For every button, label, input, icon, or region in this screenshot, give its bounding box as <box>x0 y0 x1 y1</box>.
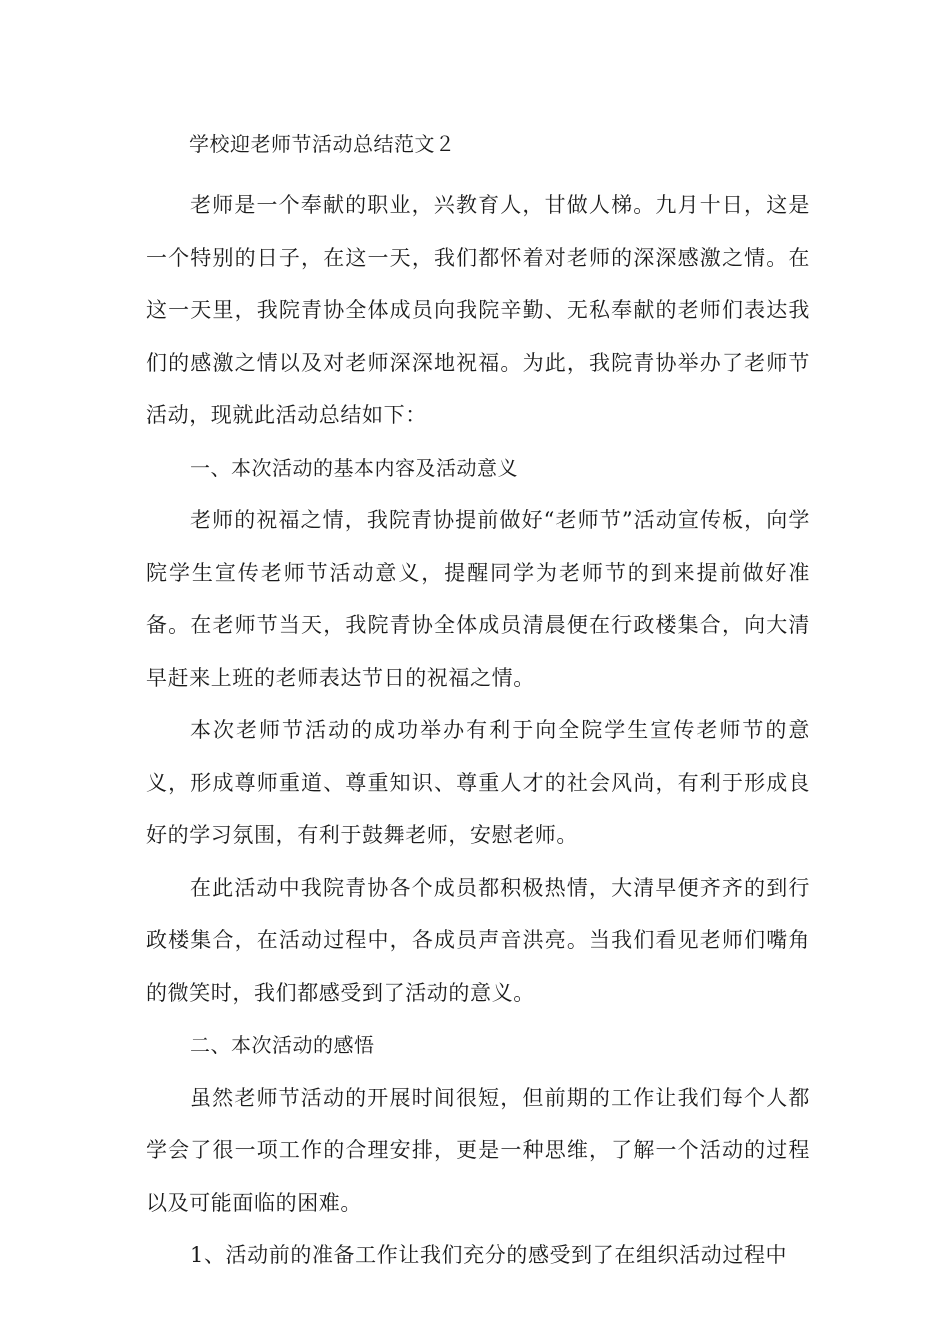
section-heading-1: 一、本次活动的基本内容及活动意义 <box>190 455 518 480</box>
intro-paragraph: 老师是一个奉献的职业，兴教育人，甘做人梯。九月十日，这是一个特别的日子，在这一天，我们都怀着对老师的深深感激之情。在这一天里，我院青协全体成员向我院辛勤、无私奉献的老师们表达我们的感激之情以及对老师深深地祝福。为此，我院青协举办了老师节活动，现就此活动总结如下： <box>146 193 810 427</box>
document-title: 学校迎老师节活动总结范文２ <box>189 132 456 156</box>
paragraph-participation: 在此活动中我院青协各个成员都积极热情，大清早便齐齐的到行政楼集合，在活动过程中，各成员声音洪亮。当我们看见老师们嘴角的微笑时，我们都感受到了活动的意义。 <box>146 875 810 1005</box>
section-heading-2: 二、本次活动的感悟 <box>190 1033 375 1057</box>
paragraph-reflection: 虽然老师节活动的开展时间很短，但前期的工作让我们每个人都学会了很一项工作的合理安排，更是一种思维，了解一个活动的过程以及可能面临的困难。 <box>146 1085 810 1215</box>
paragraph-preparation: 老师的祝福之情，我院青协提前做好“老师节”活动宣传板，向学院学生宣传老师节活动意义，提醒同学为老师节的到来提前做好准备。在老师节当天，我院青协全体成员清晨便在行政楼集合，向大清早赶来上班的老师表达节日的祝福之情。 <box>146 508 810 690</box>
paragraph-significance: 本次老师节活动的成功举办有利于向全院学生宣传老师节的意义，形成尊师重道、尊重知识、尊重人才的社会风尚，有利于形成良好的学习氛围，有利于鼓舞老师，安慰老师。 <box>146 718 810 847</box>
document-body <box>146 131 810 1282</box>
paragraph-point-1: 1、活动前的准备工作让我们充分的感受到了在组织活动过程中 <box>190 1243 788 1267</box>
